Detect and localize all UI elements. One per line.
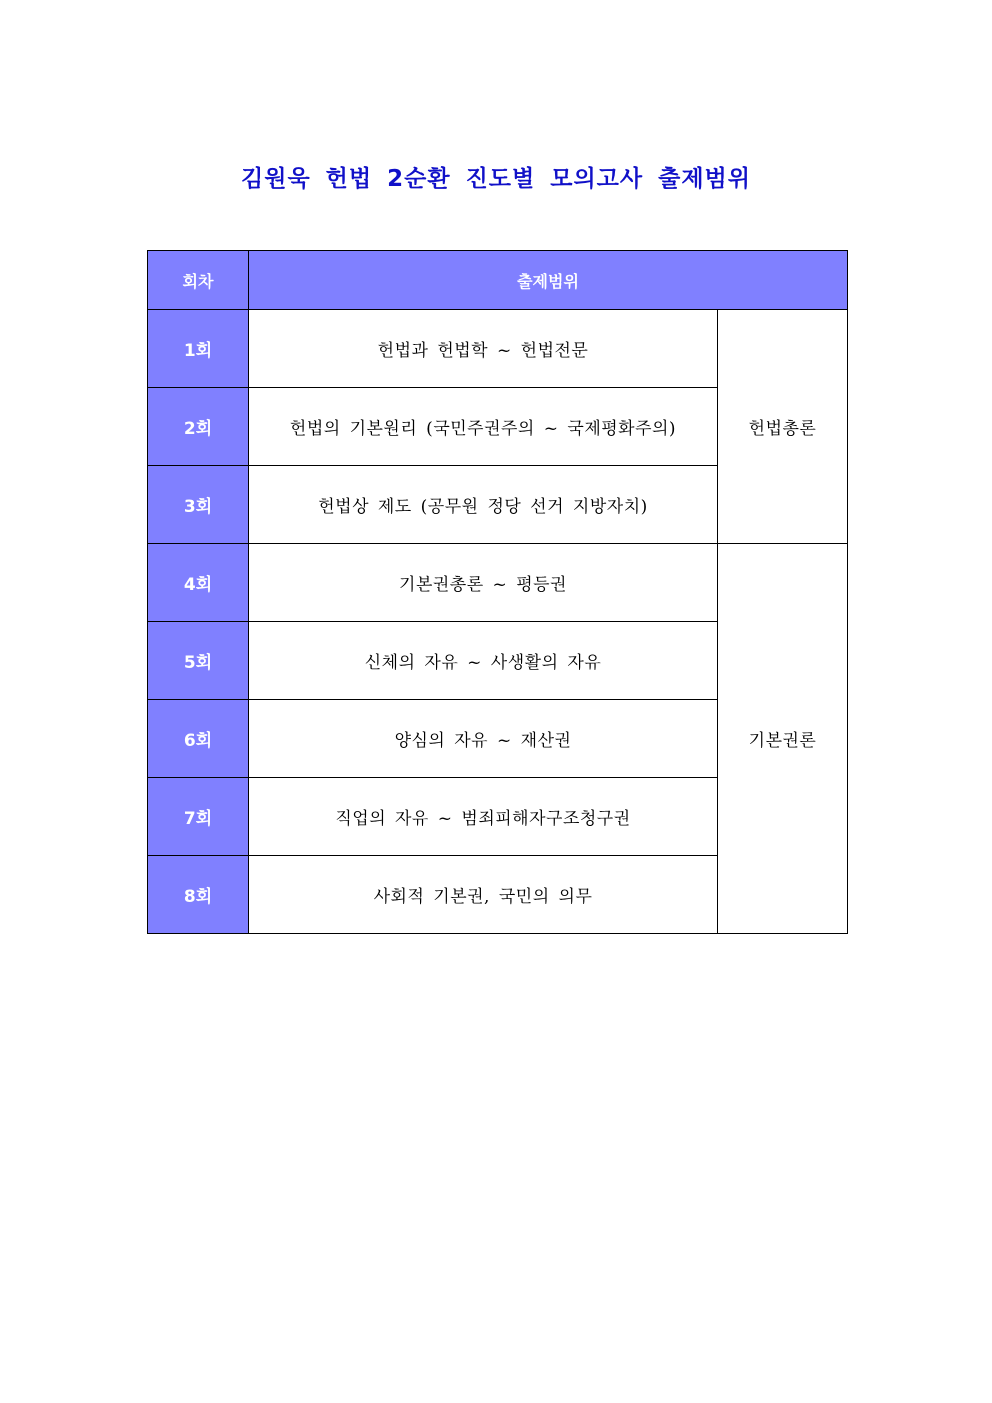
range-cell: 헌법과 헌법학 ~ 헌법전문 (249, 310, 718, 388)
header-round: 회차 (148, 251, 249, 310)
exam-schedule-table (147, 250, 848, 934)
range-cell: 직업의 자유 ~ 범죄피해자구조청구권 (249, 778, 718, 856)
round-cell: 8회 (148, 856, 249, 934)
table-header-row (148, 251, 848, 310)
round-cell: 3회 (148, 466, 249, 544)
category-cell: 기본권론 (718, 544, 848, 934)
range-cell: 기본권총론 ~ 평등권 (249, 544, 718, 622)
range-cell: 양심의 자유 ~ 재산권 (249, 700, 718, 778)
table-row (148, 310, 848, 388)
round-cell: 2회 (148, 388, 249, 466)
table-row (148, 544, 848, 622)
category-cell: 헌법총론 (718, 310, 848, 544)
page-title: 김원욱 헌법 2순환 진도별 모의고사 출제범위 (241, 166, 751, 192)
range-cell: 헌법의 기본원리 (국민주권주의 ~ 국제평화주의) (249, 388, 718, 466)
header-range: 출제범위 (249, 251, 848, 310)
range-cell: 헌법상 제도 (공무원 정당 선거 지방자치) (249, 466, 718, 544)
round-cell: 5회 (148, 622, 249, 700)
round-cell: 4회 (148, 544, 249, 622)
range-cell: 신체의 자유 ~ 사생활의 자유 (249, 622, 718, 700)
round-cell: 7회 (148, 778, 249, 856)
range-cell: 사회적 기본권, 국민의 의무 (249, 856, 718, 934)
round-cell: 1회 (148, 310, 249, 388)
round-cell: 6회 (148, 700, 249, 778)
